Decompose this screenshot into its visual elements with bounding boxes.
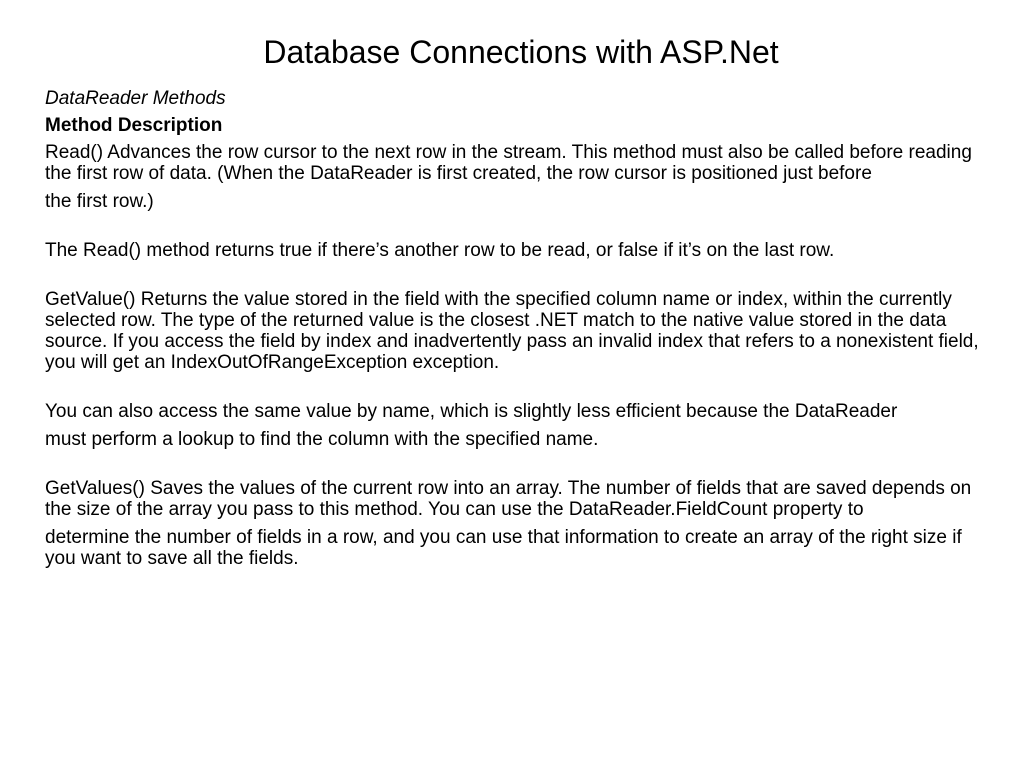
paragraph-read-returns: The Read() method returns true if there’s another row to be read, or false if it’s on the last row. (45, 240, 835, 261)
paragraph-read: Read() Advances the row cursor to the next row in the stream. This method must also be called before reading the first row of data. (When the DataReader is first created, the row cursor is positioned just before (45, 142, 972, 184)
paragraph-access-by-name: You can also access the same value by name, which is slightly less efficient because the DataReader (45, 401, 898, 422)
slide-content (45, 88, 985, 569)
section-subtitle: DataReader Methods (45, 88, 226, 109)
paragraph-getvalues-continued: determine the number of fields in a row, and you can use that information to create an array of the right size if you want to save all the fields. (45, 527, 962, 569)
paragraph-read-continued: the first row.) (45, 191, 154, 212)
table-header: Method Description (45, 115, 223, 136)
paragraph-getvalues: GetValues() Saves the values of the current row into an array. The number of fields that are saved depends on the size of the array you pass to this method. You can use the DataReader.FieldCount property to (45, 478, 972, 520)
slide-title: Database Connections with ASP.Net (263, 34, 779, 70)
paragraph-access-by-name-continued: must perform a lookup to find the column with the specified name. (45, 429, 599, 450)
paragraph-getvalue: GetValue() Returns the value stored in the field with the specified column name or index, within the currently selected row. The type of the returned value is the closest .NET match to the native value stored in the data source. If you access the field by index and inadvertently pass an invalid index that refers to a nonexistent field, you will get an IndexOutOfRangeException exception. (45, 289, 979, 373)
